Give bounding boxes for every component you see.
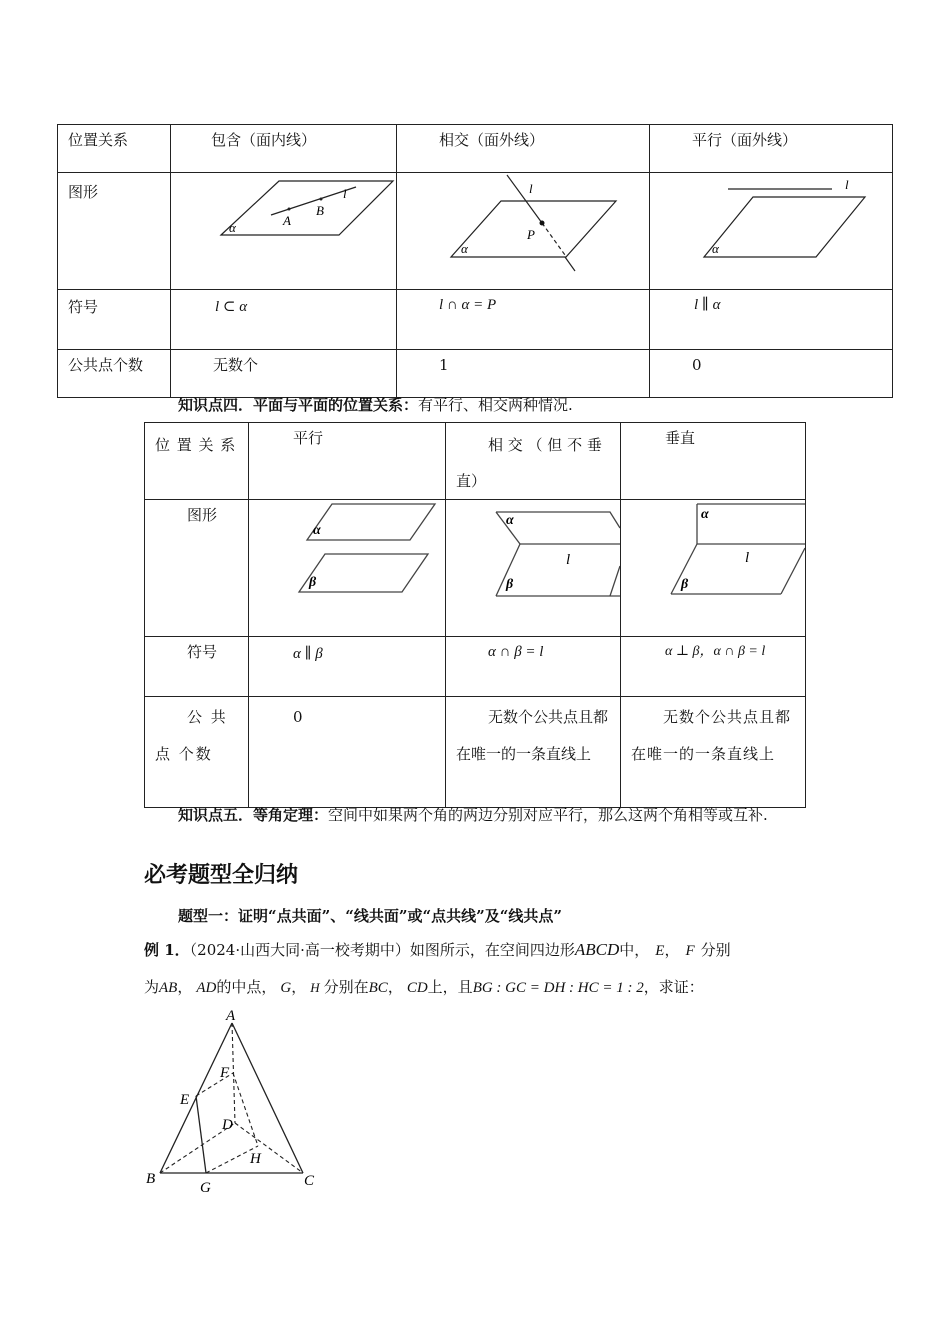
points-intersect: 1 (439, 356, 449, 374)
figure-perpendicular-cell (621, 500, 806, 637)
label-B: B (316, 203, 324, 218)
points-cell (397, 350, 650, 398)
label-alpha: α (701, 507, 709, 522)
section-heading: 必考题型全归纳 (144, 863, 299, 888)
label-l: l (566, 552, 571, 568)
header-parallel: 平行 (293, 429, 324, 447)
example-label: 例 1． (144, 941, 190, 959)
figure-line-intersects-plane (397, 173, 649, 283)
section4-text: 有平行、相交两种情况. (418, 396, 573, 414)
symbol-label-cell (145, 637, 249, 697)
header-cell (58, 125, 171, 173)
figure-parallel-cell (650, 173, 893, 290)
points-perpendicular: 无数个公共点且都在唯一的一条直线上 (631, 708, 792, 763)
text-fragment: ， (664, 941, 680, 959)
math-G: G (280, 980, 292, 996)
points-label-cell (145, 697, 249, 808)
points-cell (650, 350, 893, 398)
figure-parallel-cell (249, 500, 446, 637)
points-cell (171, 350, 397, 398)
figure-intersect-cell (446, 500, 621, 637)
points-parallel: 0 (293, 708, 303, 726)
header-contained: 包含（面内线） (211, 131, 317, 149)
math-F: F (685, 943, 695, 959)
row-label-points: 公共点个数 (68, 356, 144, 374)
label-l: l (529, 181, 533, 196)
row-label-points: 公 共 点 个数 (155, 708, 228, 763)
row-label-symbol: 符号 (68, 298, 99, 316)
points-parallel: 0 (692, 356, 702, 374)
text-fragment: 分别在 (323, 978, 369, 996)
section5-title: 知识点五．等角定理： (178, 806, 329, 824)
question-type-title: 题型一：证明“点共面”、“线共面”或“点共线”及“线共点” (178, 907, 563, 925)
label-alpha: α (313, 523, 321, 538)
point-label-G: G (200, 1180, 211, 1195)
header-parallel: 平行（面外线） (692, 131, 798, 149)
symbol-cell (249, 637, 446, 697)
plane-plane-table (144, 422, 806, 808)
text-fragment: ， (291, 978, 307, 996)
label-l: l (845, 177, 849, 192)
text-fragment: 分别 (700, 941, 731, 959)
label-l: l (343, 186, 347, 201)
label-l: l (745, 550, 750, 566)
header-perpendicular: 垂直 (665, 429, 696, 447)
label-alpha: α (229, 220, 236, 235)
figure-line-in-plane (171, 173, 396, 283)
figure-contained-cell (171, 173, 397, 290)
figure-planes-intersecting (446, 500, 620, 630)
figure-planes-parallel (249, 500, 445, 630)
figure-label-cell (145, 500, 249, 637)
math-CD: CD (406, 980, 428, 996)
text-fragment: ， (387, 978, 403, 996)
label-beta: β (506, 577, 514, 592)
header-cell (446, 423, 621, 500)
section4-line (178, 394, 573, 416)
section4-title: 知识点四．平面与平面的位置关系： (178, 396, 419, 414)
points-contained: 无数个 (213, 356, 259, 374)
example-source: （2024·山西大同·高一校考期中）如图所示，在空间四边形 (189, 941, 575, 959)
row-label-symbol: 符号 (187, 643, 218, 661)
points-intersect: 无数个公共点且都在唯一的一条直线上 (456, 708, 609, 763)
header-intersect: 相 交 （ 但 不 垂 直） (456, 436, 602, 490)
symbol-perpendicular: α ⊥ β，α ∩ β = l (665, 644, 766, 659)
math-E: E (655, 943, 665, 959)
figure-planes-perpendicular (621, 500, 805, 630)
text-fragment: ， (177, 978, 193, 996)
header-position-relation: 位 置 关 系 (155, 436, 237, 454)
tetrahedron-figure (140, 1003, 330, 1195)
symbol-cell (650, 290, 893, 350)
header-cell (171, 125, 397, 173)
header-cell (621, 423, 806, 500)
text-fragment: 上，且 (427, 978, 473, 996)
vertex-label-D: D (222, 1117, 233, 1133)
point-label-F: F (220, 1065, 230, 1081)
symbol-parallel: l ∥ α (694, 297, 721, 313)
section5-paragraph (144, 800, 808, 830)
header-cell (145, 423, 249, 500)
vertex-label-C: C (304, 1173, 315, 1189)
point-label-H: H (250, 1151, 261, 1167)
label-alpha: α (461, 241, 468, 256)
label-beta: β (681, 577, 689, 592)
label-alpha: α (506, 513, 514, 528)
label-beta: β (309, 575, 317, 590)
vertex-label-B: B (146, 1171, 156, 1187)
label-A: A (283, 213, 291, 228)
header-position-relation: 位置关系 (68, 131, 129, 149)
section5-text: 空间中如果两个角的两边分别对应平行，那么这两个角相等或互补. (328, 806, 768, 824)
symbol-intersect: α ∩ β = l (488, 644, 544, 660)
point-label-E: E (180, 1092, 190, 1108)
example1-line1 (144, 939, 731, 962)
math-ratio: BG : GC = DH : HC = 1 : 2 (472, 980, 644, 996)
example1-line2 (144, 976, 704, 999)
points-cell (621, 697, 806, 808)
points-cell (249, 697, 446, 808)
points-label-cell (58, 350, 171, 398)
header-cell (249, 423, 446, 500)
symbol-cell (621, 637, 806, 697)
math-AD: AD (196, 980, 217, 996)
points-cell (446, 697, 621, 808)
header-cell (397, 125, 650, 173)
label-alpha: α (712, 241, 719, 256)
symbol-contained: l ⊂ α (215, 299, 248, 315)
figure-label-cell (58, 173, 171, 290)
math-H: H (310, 980, 320, 995)
row-label-figure: 图形 (68, 183, 99, 201)
text-fragment: 中， (619, 941, 650, 959)
symbol-cell (446, 637, 621, 697)
symbol-cell (171, 290, 397, 350)
text-fragment: 的中点， (216, 978, 277, 996)
symbol-label-cell (58, 290, 171, 350)
symbol-parallel: α ∥ β (293, 646, 323, 662)
header-cell (650, 125, 893, 173)
header-intersect: 相交（面外线） (439, 131, 545, 149)
label-P: P (527, 227, 535, 242)
text-fragment: 为 (144, 978, 160, 996)
symbol-cell (397, 290, 650, 350)
line-plane-table (57, 124, 893, 398)
math-BC: BC (368, 980, 388, 996)
vertex-label-A: A (226, 1008, 236, 1024)
math-AB: AB (159, 980, 178, 996)
row-label-figure: 图形 (187, 506, 218, 524)
text-fragment: ，求证： (643, 978, 704, 996)
figure-intersect-cell (397, 173, 650, 290)
symbol-intersect: l ∩ α = P (439, 297, 497, 313)
math-ABCD: ABCD (574, 940, 620, 959)
figure-line-parallel-plane (650, 173, 892, 283)
